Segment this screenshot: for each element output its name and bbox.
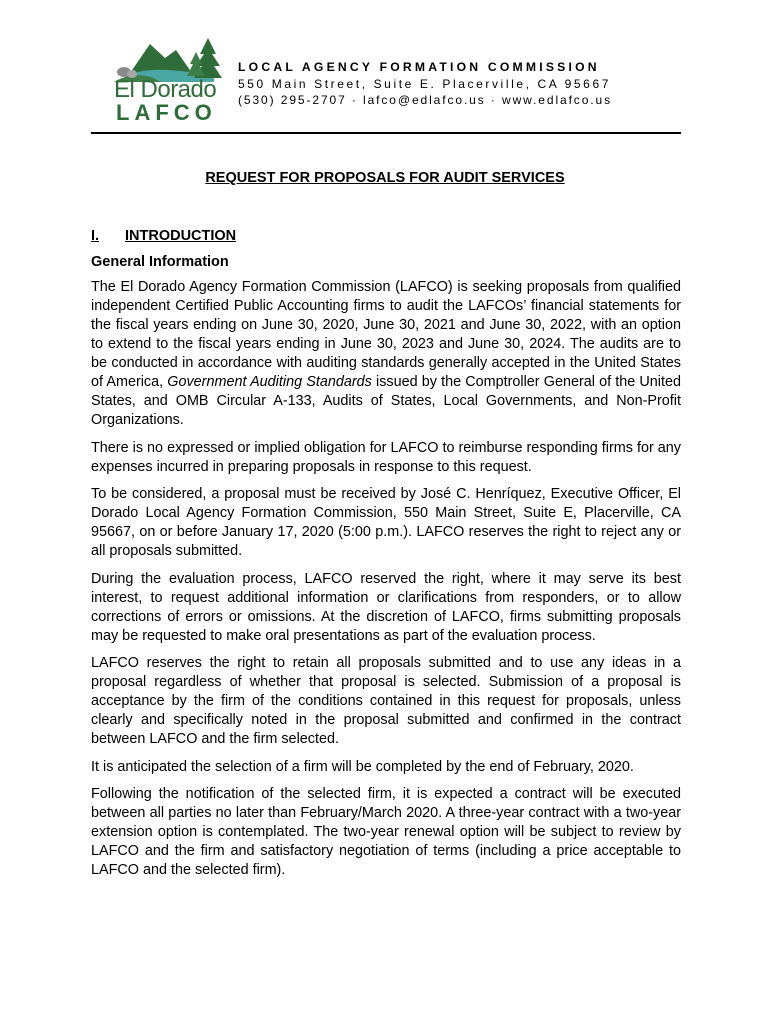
- paragraph-6: It is anticipated the selection of a firm will be completed by the end of February, 2020.: [91, 758, 634, 775]
- paragraph-4: During the evaluation process, LAFCO reserved the right, where it may serve its best interest, to request additional information or clarifications from responders, or to allow corrections of errors or omissions. At the discretion of LAFCO, firms submitting proposals may be requested to make oral presentations as part of the evaluation process.: [91, 570, 681, 644]
- document-title: REQUEST FOR PROPOSALS FOR AUDIT SERVICES: [205, 170, 565, 186]
- subheading: General Information: [91, 254, 229, 270]
- paragraph-1-text-b: issued by the Comptroller General of the United States, and OMB Circular A-133, Audits of States, Local Governments, and Non-Profit Organizations.: [91, 374, 681, 428]
- paragraph-1: [91, 278, 681, 430]
- organization-contact: (530) 295-2707 · lafco@edlafco.us · www.edlafco.us: [238, 93, 612, 107]
- header-divider: [91, 132, 681, 134]
- paragraph-3: To be considered, a proposal must be received by José C. Henríquez, Executive Officer, El Dorado Local Agency Formation Commission, 550 Main Street, Suite E, Placerville, CA 95667, on or before January 17, 2020 (5:00 p.m.). LAFCO reserves the right to reject any or all proposals submitted.: [91, 486, 681, 559]
- organization-name: LOCAL AGENCY FORMATION COMMISSION: [238, 60, 600, 74]
- paragraph-5: LAFCO reserves the right to retain all proposals submitted and to use any ideas in a proposal regardless of whether that proposal is selected. Submission of a proposal is acceptance by the firm of the conditions contained in this request for proposals, unless clearly and specifically noted in the proposal submitted and confirmed in the contract between LAFCO and the firm selected.: [91, 655, 681, 747]
- organization-address: 550 Main Street, Suite E. Placerville, CA 95667: [238, 77, 612, 91]
- paragraph-1-italic: Government Auditing Standards: [167, 374, 372, 390]
- section-label: INTRODUCTION: [125, 228, 237, 244]
- logo-text-el-dorado: El Dorado: [114, 76, 217, 103]
- paragraph-7: Following the notification of the selected firm, it is expected a contract will be executed between all parties no later than February/March 2020. A three-year contract with a two-year extension option is contemplated. The two-year renewal option will be subject to review by LAFCO and the firm and satisfactory negotiation of terms (including a price acceptable to LAFCO and the selected firm).: [91, 786, 681, 878]
- paragraph-2: There is no expressed or implied obligation for LAFCO to reimburse responding firms for any expenses incurred in preparing proposals in response to this request.: [91, 439, 681, 475]
- section-number: I.: [91, 228, 100, 244]
- section-heading: [91, 228, 236, 244]
- paragraph-1-text-a: The El Dorado Agency Formation Commission (LAFCO) is seeking proposals from qualified independent Certified Public Accounting firms to audit the LAFCOs’ financial statements for the fiscal years ending on June 30, 2020, June 30, 2021 and June 30, 2022, with an option to extend to the fiscal years ending in June 30, 2023 and June 30, 2024. The audits are to be conducted in accordance with auditing standards generally accepted in the United States of America,: [91, 279, 681, 390]
- logo-text-lafco: LAFCO: [116, 100, 217, 125]
- el-dorado-lafco-logo: [110, 36, 225, 125]
- document-body: [91, 278, 681, 889]
